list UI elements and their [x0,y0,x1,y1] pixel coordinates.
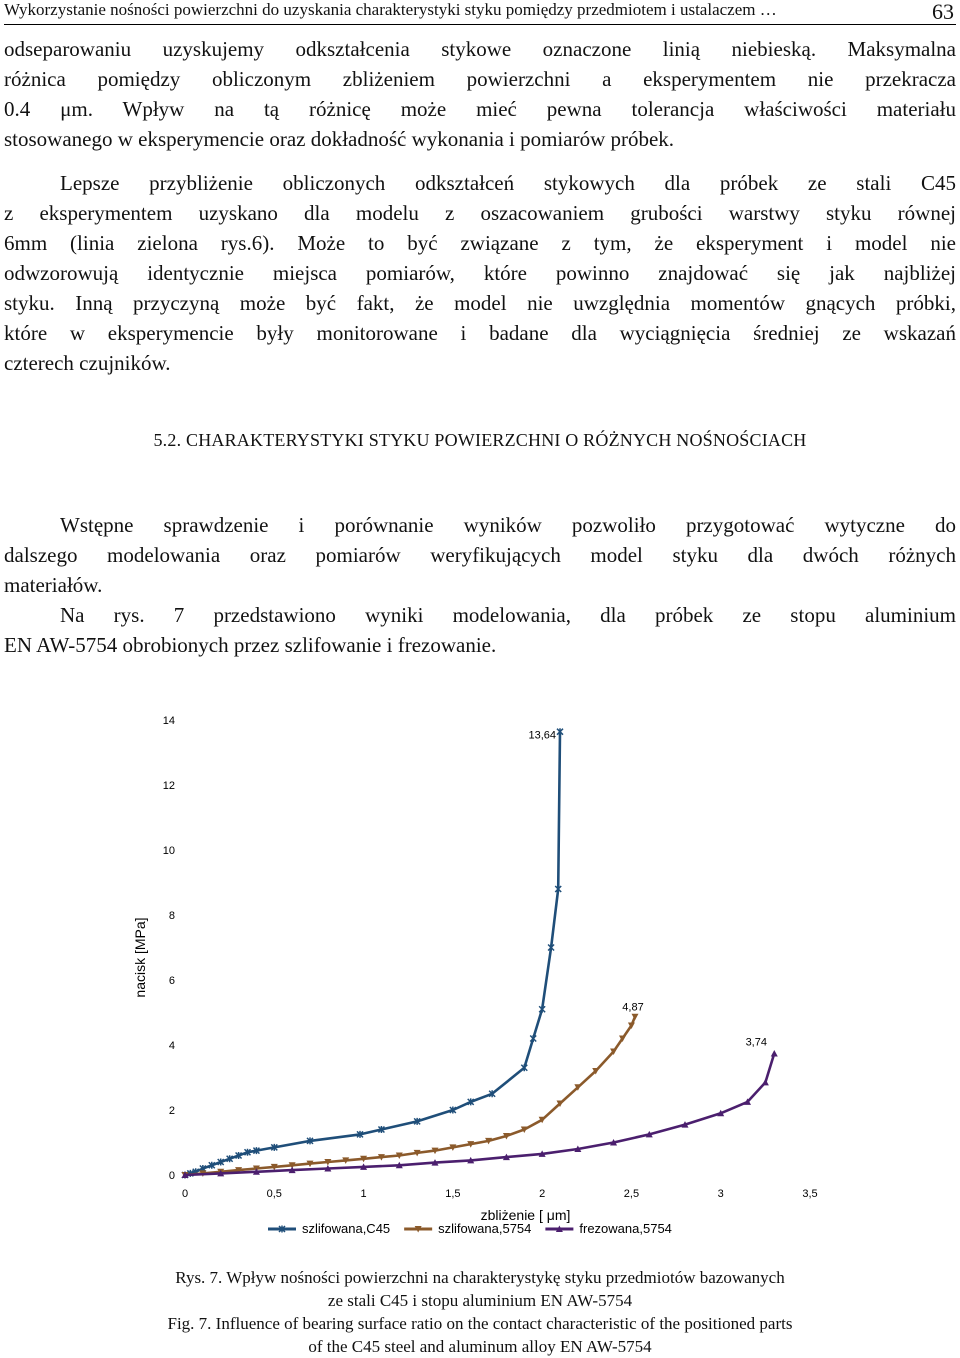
paragraph-line: Lepsze przybliżenie obliczonych odkształceń stykowych dla próbek ze stali C45 [60,171,956,195]
data-point-marker [539,1006,545,1013]
paragraph-2 [4,168,956,378]
data-label: 13,64 [528,729,556,742]
paragraph-line: materiałów. [4,573,103,597]
paragraph-line: które w eksperymencie były monitorowane i badane dla wyciągnięcia średniej ze wskazań [4,321,956,345]
legend-label: szlifowana,C45 [302,1221,391,1236]
y-axis-title: nacisk [MPa] [132,917,148,998]
paragraph-4 [4,600,956,660]
x-tick-label: 0,5 [266,1188,282,1200]
paragraph-line: czterech czujników. [4,351,171,375]
y-tick-label: 0 [168,1170,175,1182]
x-tick-label: 0 [181,1188,189,1200]
data-point-marker [762,1079,769,1086]
y-tick-label: 10 [162,845,175,857]
x-axis-title: zbliżenie [ μm] [480,1207,571,1223]
y-tick-label: 6 [168,975,175,987]
caption-en-line-2: of the C45 steel and aluminum alloy EN AW-5754 [308,1337,652,1356]
paragraph-line: różnica pomiędzy obliczonym zbliżeniem powierzchni a eksperymentem nie przekracza [4,67,956,91]
x-tick-label: 2 [539,1188,546,1200]
paragraph-line: odseparowaniu uzyskujemy odkształcenia stykowe oznaczone linią niebieską. Maksymalna [4,37,956,61]
y-tick-label: 12 [162,780,175,792]
paragraph-line: odwzorowują identycznie miejsca pomiarów, które powinno znajdować się jak najbliżej [4,261,956,285]
data-label: 4,87 [622,1001,644,1014]
paragraph-1 [4,34,956,154]
x-tick-label: 1,5 [445,1188,461,1200]
section-title: 5.2. CHARAKTERYSTYKI STYKU POWIERZCHNI O RÓŻNYCH NOŚNOŚCIACH [153,430,807,450]
paragraph-line: styku. Inną przyczyną może być fakt, że model nie uwzględnia momentów gnących próbki, [4,291,956,315]
data-point-marker [771,1050,778,1057]
y-tick-label: 4 [168,1040,175,1052]
data-point-marker [548,944,554,951]
x-tick-label: 3 [717,1188,724,1200]
caption-pl-line-1: Rys. 7. Wpływ nośności powierzchni na charakterystykę styku przedmiotów bazowanych [175,1268,785,1287]
chart-svg [100,705,860,1250]
data-point-marker [555,886,561,893]
x-tick-label: 2,5 [623,1188,640,1200]
paragraph-line: 0.4 μm. Wpływ na tą różnicę może mieć pewna tolerancja właściwości materiału [4,97,956,121]
paragraph-3 [4,510,956,600]
paragraph-line: dalszego modelowania oraz pomiarów weryfikujących model styku dla dwóch różnych [4,543,956,567]
y-tick-label: 8 [168,910,175,922]
paragraph-line: 6mm (linia zielona rys.6). Może to być związane z tym, że eksperyment i model nie [4,231,956,255]
series-line-2 [185,1053,774,1175]
legend-label: frezowana,5754 [579,1221,672,1236]
series-line-0 [185,729,560,1175]
legend-label: szlifowana,5754 [438,1221,532,1236]
paragraph-line: Wstępne sprawdzenie i porównanie wyników pozwoliło przygotować wytyczne do [60,513,956,537]
x-tick-label: 3,5 [802,1188,818,1200]
page-number: 63 [932,0,954,24]
paragraph-line: z eksperymentem uzyskano dla modelu z oszacowaniem grubości warstwy styku równej [4,201,956,225]
y-tick-label: 14 [162,715,175,727]
data-point-marker [530,1035,536,1042]
y-tick-label: 2 [168,1105,175,1117]
running-header [4,0,956,25]
figure-7-chart [100,705,860,1250]
paragraph-line: Na rys. 7 przedstawiono wyniki modelowania, dla próbek ze stopu aluminium [60,603,956,627]
data-point-marker [521,1064,527,1071]
data-point-marker [557,728,563,735]
paragraph-line: stosowanego w eksperymencie oraz dokładność wykonania i pomiarów próbek. [4,127,675,151]
running-header-title: Wykorzystanie nośności powierzchni do uzyskania charakterystyki styku pomiędzy przedmiotem i ustalaczem … [4,0,777,19]
data-label: 3,74 [745,1036,767,1049]
caption-en-line-1: Fig. 7. Influence of bearing surface ratio on the contact characteristic of the positioned parts [167,1314,793,1333]
caption-pl-line-2: ze stali C45 i stopu aluminium EN AW-5754 [327,1291,633,1310]
figure-caption [0,1266,960,1358]
x-tick-label: 1 [360,1188,367,1200]
paragraph-line: EN AW-5754 obrobionych przez szlifowanie i frezowanie. [4,633,497,657]
data-point-marker [632,1014,639,1021]
